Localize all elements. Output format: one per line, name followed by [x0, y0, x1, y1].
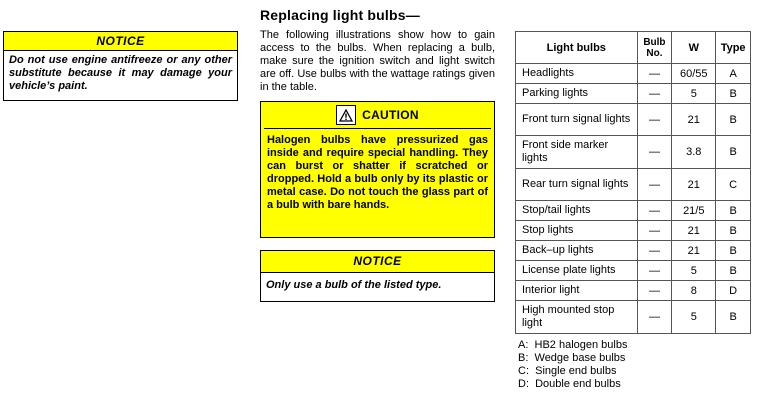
table-row: [516, 281, 751, 301]
cell-watt: 21: [672, 104, 716, 136]
table-row: [516, 241, 751, 261]
warning-triangle-icon: [336, 105, 356, 125]
intro-paragraph: The following illustrations show how to gain access to the bulbs. When replacing a bulb, make sure the ignition switch and light switch are off. Use bulbs with the wattage ratings given in the table.: [260, 29, 495, 93]
bulb-table: [515, 31, 751, 334]
cell-bulb-no: —: [637, 241, 672, 261]
cell-type: B: [716, 84, 751, 104]
table-row: [516, 169, 751, 201]
cell-type: C: [716, 169, 751, 201]
notice-text: Only use a bulb of the listed type.: [266, 279, 442, 291]
cell-light-name: High mounted stop light: [516, 301, 638, 334]
cell-bulb-no: —: [637, 84, 672, 104]
table-row: [516, 104, 751, 136]
table-row: [516, 221, 751, 241]
notice-header: NOTICE: [261, 251, 494, 273]
cell-watt: 3.8: [672, 136, 716, 169]
caution-title: CAUTION: [362, 108, 419, 122]
cell-watt: 21: [672, 241, 716, 261]
cell-type: D: [716, 281, 751, 301]
caution-header: [264, 102, 491, 129]
header-type: Type: [716, 32, 751, 64]
cell-type: B: [716, 104, 751, 136]
notice-box-bulb-type: [260, 250, 495, 302]
notice-header: NOTICE: [4, 32, 237, 51]
cell-type: B: [716, 221, 751, 241]
cell-watt: 5: [672, 84, 716, 104]
cell-watt: 5: [672, 301, 716, 334]
table-row: [516, 201, 751, 221]
legend-item-a: A: HB2 halogen bulbs: [518, 339, 628, 351]
cell-type: B: [716, 241, 751, 261]
cell-light-name: Parking lights: [516, 84, 638, 104]
cell-watt: 8: [672, 281, 716, 301]
legend-item-c: C: Single end bulbs: [518, 365, 617, 377]
cell-bulb-no: —: [637, 221, 672, 241]
cell-type: B: [716, 301, 751, 334]
table-row: [516, 261, 751, 281]
cell-light-name: Stop/tail lights: [516, 201, 638, 221]
cell-watt: 21/5: [672, 201, 716, 221]
table-row: [516, 136, 751, 169]
cell-watt: 21: [672, 169, 716, 201]
notice-box-antifreeze: [3, 31, 238, 101]
legend-item-b: B: Wedge base bulbs: [518, 352, 626, 364]
cell-bulb-no: —: [637, 104, 672, 136]
cell-bulb-no: —: [637, 261, 672, 281]
caution-text: Halogen bulbs have pressurized gas inside and require special handling. They can burst or shatter if scratched or dropped. Hold a bulb only by its plastic or metal case. Do not touch the glass part of a bulb with bare hands.: [267, 134, 488, 211]
table-row: [516, 301, 751, 334]
cell-bulb-no: —: [637, 201, 672, 221]
header-light-bulbs: Light bulbs: [516, 32, 638, 64]
cell-bulb-no: —: [637, 64, 672, 84]
header-bulb-no-line2: No.: [646, 47, 663, 59]
cell-light-name: Headlights: [516, 64, 638, 84]
cell-light-name: Rear turn signal lights: [516, 169, 638, 201]
cell-light-name: Back–up lights: [516, 241, 638, 261]
cell-watt: 21: [672, 221, 716, 241]
section-title: Replacing light bulbs—: [260, 7, 420, 23]
cell-bulb-no: —: [637, 136, 672, 169]
caution-box: [260, 101, 495, 238]
cell-light-name: Front turn signal lights: [516, 104, 638, 136]
cell-light-name: License plate lights: [516, 261, 638, 281]
cell-watt: 60/55: [672, 64, 716, 84]
cell-type: A: [716, 64, 751, 84]
cell-light-name: Stop lights: [516, 221, 638, 241]
cell-light-name: Interior light: [516, 281, 638, 301]
cell-type: B: [716, 201, 751, 221]
notice-text: Do not use engine antifreeze or any other substitute because it may damage your vehicle’s paint.: [9, 54, 232, 92]
cell-type: B: [716, 136, 751, 169]
bulb-type-legend: [518, 339, 627, 391]
cell-watt: 5: [672, 261, 716, 281]
header-bulb-no-line1: Bulb: [643, 36, 666, 48]
header-watt: W: [672, 32, 716, 64]
table-row: [516, 64, 751, 84]
table-row: [516, 84, 751, 104]
cell-bulb-no: —: [637, 169, 672, 201]
cell-bulb-no: —: [637, 281, 672, 301]
legend-item-d: D: Double end bulbs: [518, 378, 621, 390]
cell-bulb-no: —: [637, 301, 672, 334]
cell-type: B: [716, 261, 751, 281]
table-header-row: [516, 32, 751, 64]
cell-light-name: Front side marker lights: [516, 136, 638, 169]
header-bulb-no: [637, 32, 672, 64]
